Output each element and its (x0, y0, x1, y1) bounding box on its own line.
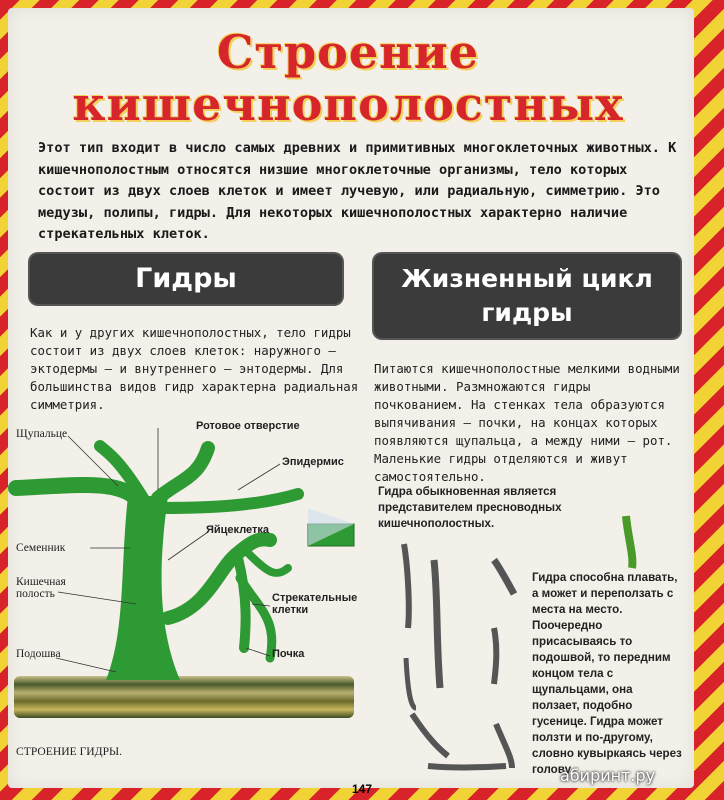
watermark: абиринт.ру (560, 766, 656, 785)
heading-hydras: Гидры (30, 254, 342, 304)
substrate (14, 676, 354, 718)
label-sole: Подошва (16, 648, 61, 660)
hydra-photo-caption: Гидра обыкновенная является представителем пресноводных кишечнополостных. (378, 485, 562, 530)
movement-caption: Гидра способна плавать, а может и переползать с места на место. Поочередно присасываясь то подошвой, то передним концом тела с щупальцами, она ползает, подобно гусенице. Гидра может ползти и по-другому, словно кувыркаясь через голову. (532, 571, 682, 776)
label-bud: Почка (272, 648, 305, 660)
label-egg: Яйцеклетка (206, 524, 270, 536)
label-cavity: Кишечная полость (16, 576, 66, 600)
page-number: 147 (352, 782, 373, 796)
life-cycle-text: Питаются кишечнополостные мелкими водными животными. Размножаются гидры почкованием. На стенках тела образуются выпячивания — почки, на концах которых появляются щупальца, а между ними — рот. Маленькие гидры отделяются и живут самостоятельно. (374, 361, 680, 484)
page (8, 8, 694, 796)
heading-life-cycle: Жизненный цикл гидры (374, 254, 680, 338)
label-stinging: Стрекательные клетки (272, 592, 358, 616)
hydra-photo (626, 516, 632, 568)
hydra-text: Как и у других кишечнополостных, тело гидры состоит из двух слоев клеток: наружного — эктодермы — и внутреннего — энтодермы. Для большинства видов гидр характерна радиальная симметрия. (30, 325, 359, 412)
hydra-body (106, 496, 180, 680)
label-tentacle: Щупальце (16, 428, 68, 440)
title-line-1: Строение (216, 25, 480, 79)
label-testis: Семенник (16, 542, 66, 554)
hydra-sketches (404, 544, 514, 768)
title-line-2: кишечнополостных (72, 77, 624, 131)
diagram-caption: СТРОЕНИЕ ГИДРЫ. (16, 745, 123, 758)
intro-paragraph: Этот тип входит в число самых древних и примитивных многоклеточных животных. К кишечнополостным относятся низшие многоклеточные организмы, тело которых состоит из двух слоев клеток и имеет лучевую, или радиальную, симметрию. Это медузы, полипы, гидры. Для некоторых кишечнополостных характерно наличие стрекательных клеток. (38, 140, 677, 242)
label-mouth: Ротовое отверстие (196, 420, 300, 432)
label-epidermis: Эпидермис (282, 456, 344, 468)
